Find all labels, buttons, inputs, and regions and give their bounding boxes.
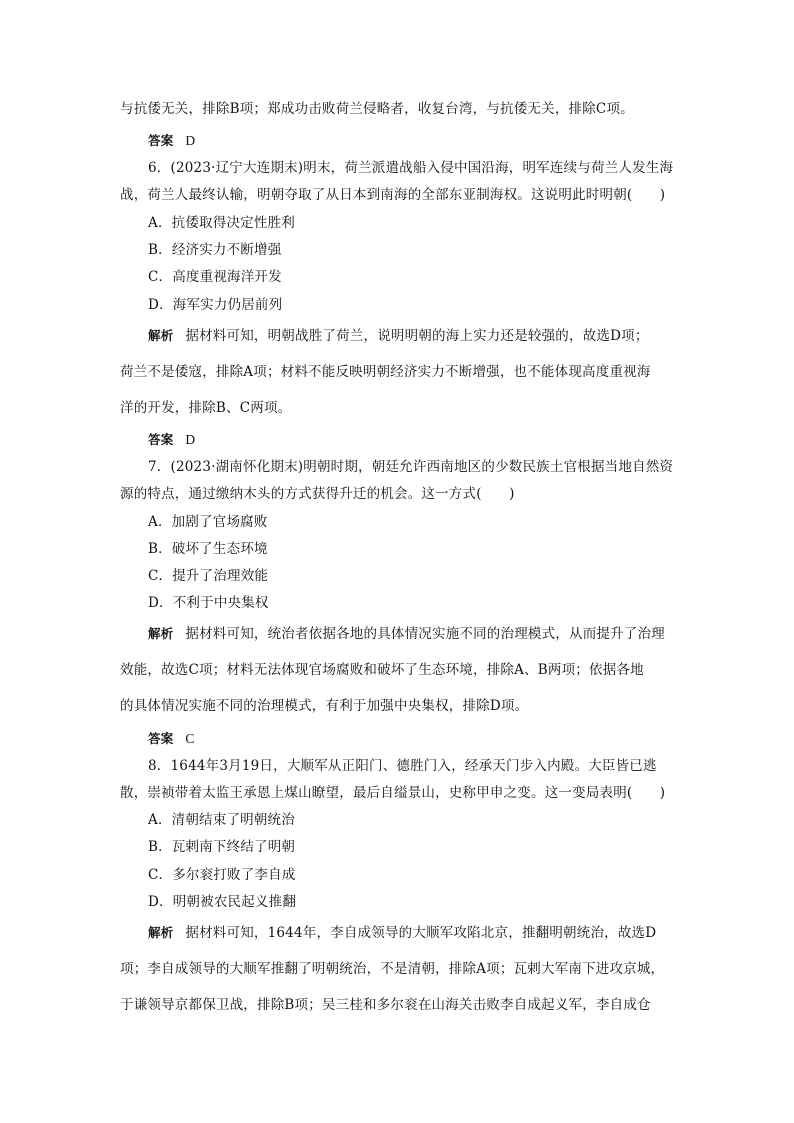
q7-analysis-line1: [148, 628, 708, 642]
q6-option-b: B．经济实力不断增强: [148, 242, 282, 258]
q7-analysis-line2: 效能，故选C项；材料无法体现官场腐败和破坏了生态环境，排除A、B两项；依据各地: [120, 662, 644, 678]
q8-option-c: C．多尔衮打败了李自成: [148, 867, 296, 883]
analysis-label: 解析: [148, 925, 174, 940]
q7-analysis-line3: 的具体情况实施不同的治理模式，有利于加强中央集权，排除D项。: [120, 698, 529, 714]
q6-option-a: A．抗倭取得决定性胜利: [148, 215, 295, 231]
q7-analysis-text1: 据材料可知，统治者依据各地的具体情况实施不同的治理模式，从而提升了治理: [185, 626, 665, 642]
answer-prev: [148, 134, 708, 149]
q8-analysis-line2: 项；李自成领导的大顺军推翻了明朝统治，不是清朝，排除A项；瓦剌大军南下进攻京城，: [120, 961, 665, 977]
q7-option-a: A．加剧了官场腐败: [148, 514, 268, 530]
q8-analysis-line1: [148, 927, 708, 941]
answer-value: D: [185, 133, 196, 148]
q7-answer: [148, 732, 708, 747]
answer-value: C: [185, 731, 195, 746]
q7-stem-line1: 7．(2023·湖南怀化期末)明朝时期，朝廷允许西南地区的少数民族土官根据当地自然资: [148, 459, 674, 475]
q6-analysis-line1: [148, 330, 708, 344]
q6-analysis-line3: 洋的开发，排除B、C两项。: [120, 400, 292, 416]
answer-label: 答案: [148, 133, 174, 148]
q6-analysis-text1: 据材料可知，明朝战胜了荷兰，说明明朝的海上实力还是较强的，故选D项；: [185, 328, 649, 344]
continuation-text: 与抗倭无关，排除B项；郑成功击败荷兰侵略者，收复台湾，与抗倭无关，排除C项。: [120, 101, 634, 117]
q7-option-c: C．提升了治理效能: [148, 568, 269, 584]
q6-stem-line1: 6．(2023·辽宁大连期末)明末，荷兰派遣战船入侵中国沿海，明军连续与荷兰人发生海: [148, 160, 674, 176]
q8-option-a: A．清朝结束了明朝统治: [148, 812, 295, 828]
q7-option-d: D．不利于中央集权: [148, 595, 269, 611]
q6-option-c: C．高度重视海洋开发: [148, 269, 282, 285]
q7-option-b: B．破坏了生态环境: [148, 541, 268, 557]
q6-answer: [148, 433, 708, 448]
answer-label: 答案: [148, 731, 174, 746]
q7-stem-line2: 源的特点，通过缴纳木头的方式获得升迁的机会。这一方式( ): [120, 486, 515, 502]
q8-analysis-text1: 据材料可知，1644年，李自成领导的大顺军攻陷北京，推翻明朝统治，故选D: [185, 925, 657, 941]
q8-stem-line1: 8．1644年3月19日，大顺军从正阳门、德胜门入，经承天门步入内殿。大臣皆已逃: [148, 758, 657, 774]
q6-option-d: D．海军实力仍居前列: [148, 297, 283, 313]
analysis-label: 解析: [148, 328, 174, 343]
answer-label: 答案: [148, 432, 174, 447]
analysis-label: 解析: [148, 626, 174, 641]
q8-stem-line2: 散，崇祯带着太监王承恩上煤山瞭望，最后自缢景山，史称甲申之变。这一变局表明( ): [120, 785, 666, 801]
q8-analysis-line3: 于谦领导京都保卫战，排除B项；吴三桂和多尔衮在山海关击败李自成起义军，李自成仓: [120, 997, 651, 1013]
q8-option-b: B．瓦剌南下终结了明朝: [148, 839, 296, 855]
q8-option-d: D．明朝被农民起义推翻: [148, 894, 297, 910]
q6-stem-line2: 战，荷兰人最终认输，明朝夺取了从日本到南海的全部东亚制海权。这说明此时明朝( ): [120, 187, 666, 203]
answer-value: D: [185, 432, 196, 447]
q6-analysis-line2: 荷兰不是倭寇，排除A项；材料不能反映明朝经济实力不断增强，也不能体现高度重视海: [120, 364, 651, 380]
